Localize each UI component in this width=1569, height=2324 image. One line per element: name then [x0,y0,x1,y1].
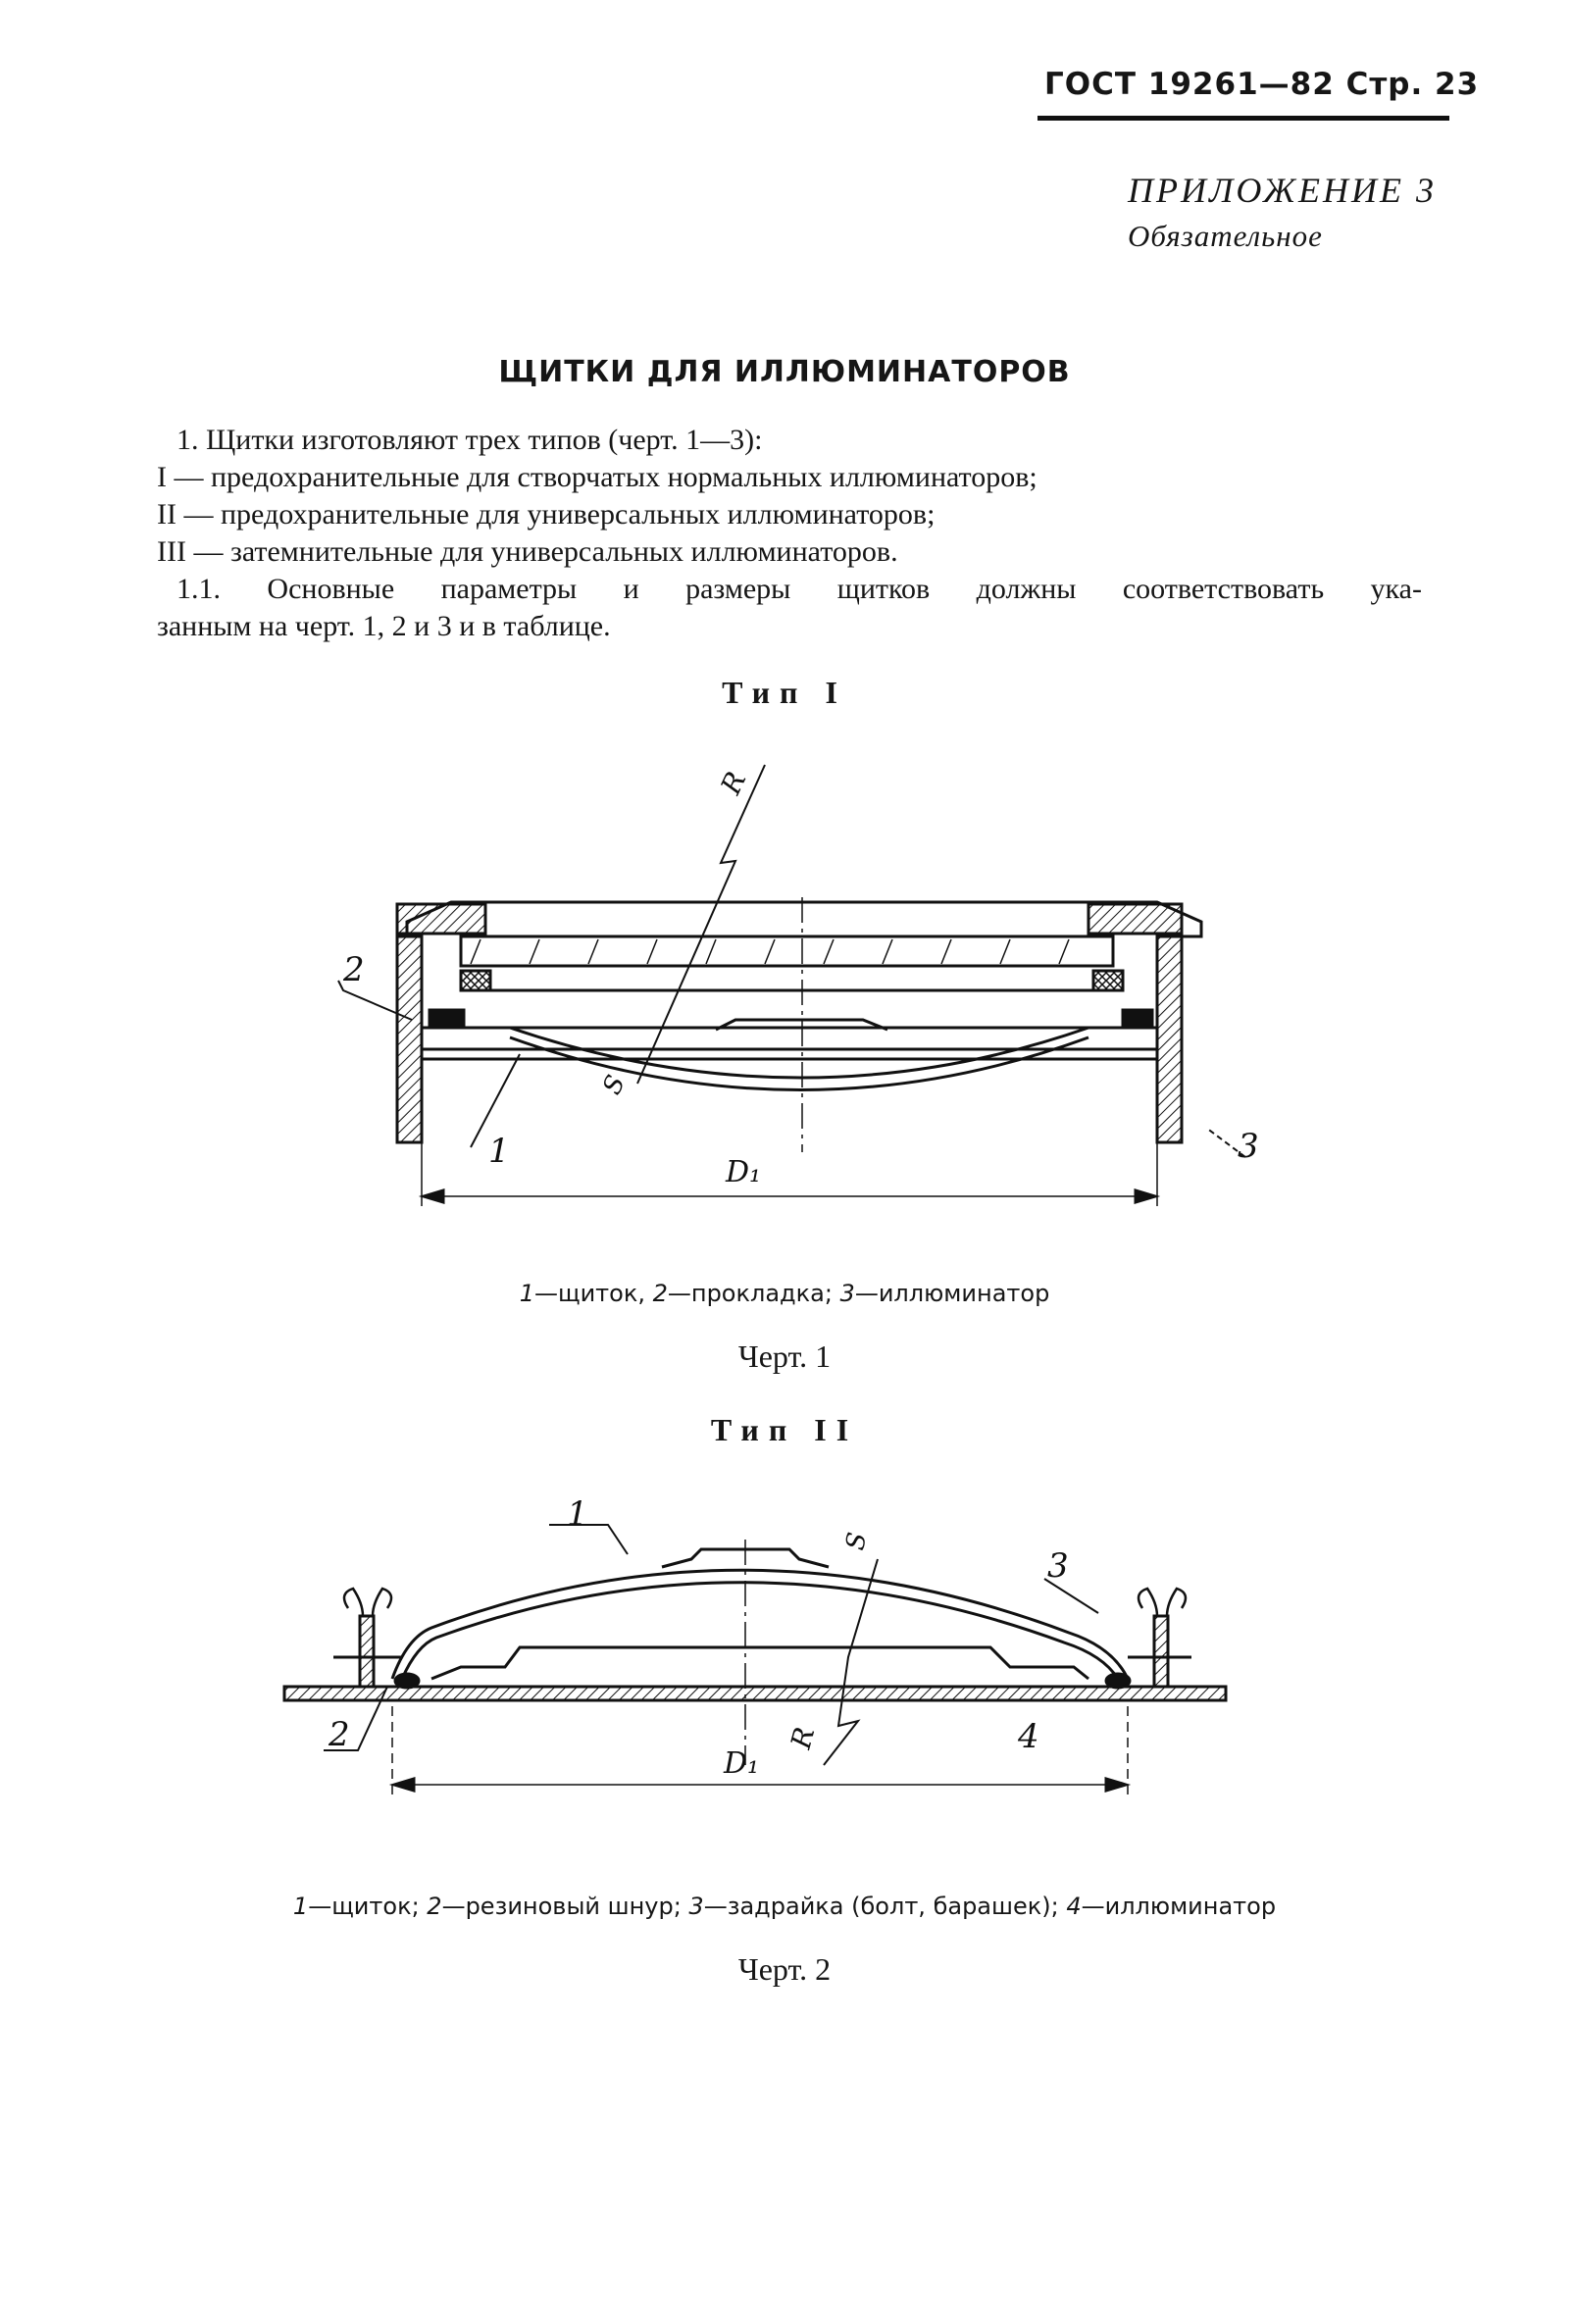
header-rule [1038,116,1449,121]
figure2-diameter-label: D₁ [724,1746,760,1781]
paragraph: II — предохранительные для универсальных иллюминаторов; [157,498,936,530]
paragraph: 1. Щитки изготовляют трех типов (черт. 1—3): [177,424,763,456]
legend-text: —щиток; [308,1893,428,1920]
appendix-status: Обязательное [1128,219,1323,253]
paragraph: III — затемнительные для универсальных иллюминаторов. [157,535,898,568]
legend-text: —щиток, [533,1280,653,1307]
legend-text: —прокладка; [667,1280,840,1307]
legend-number: 4 [1066,1893,1082,1920]
figure2-part3-label: 3 [1047,1546,1069,1586]
legend-text: —резиновый шнур; [441,1893,689,1920]
figure1-thickness-label: S [597,1071,632,1099]
figure1-part1-label: 1 [488,1132,510,1171]
figure2-part2-label: 2 [329,1715,350,1754]
paragraph: I — предохранительные для створчатых нормальных иллюминаторов; [157,461,1038,493]
figure2-radius-label: R [784,1723,822,1752]
figure1-radius-label: R [714,766,753,799]
section-title: ЩИТКИ ДЛЯ ИЛЛЮМИНАТОРОВ [498,355,1071,389]
figure2-type-label: Тип II [710,1412,859,1447]
figure1-part3-label: 3 [1238,1127,1259,1166]
body-text [157,422,1422,645]
legend-text: —иллюминатор [1081,1893,1277,1920]
legend-number: 2 [652,1280,668,1307]
legend-number: 2 [427,1893,442,1920]
appendix-title: ПРИЛОЖЕНИЕ 3 [1128,171,1437,210]
legend-number: 3 [839,1280,855,1307]
figure2-drawing [0,1471,1569,1834]
paragraph: занным на черт. 1, 2 и 3 и в таблице. [157,610,611,642]
legend-text: —иллюминатор [854,1280,1050,1307]
figure2-thickness-label: S [840,1530,873,1553]
figure1-legend [0,1280,1569,1307]
legend-number: 1 [519,1280,534,1307]
figure1-drawing [0,745,1569,1216]
figure1-part2-label: 2 [343,950,365,989]
figure1-caption: Черт. 1 [737,1339,832,1374]
figure1-type-label: Тип I [722,675,847,710]
figure2-caption: Черт. 2 [737,1951,832,1987]
figure2-legend [0,1893,1569,1920]
figure2-part1-label: 1 [567,1494,588,1534]
figure2-part4-label: 4 [1018,1717,1039,1756]
legend-number: 1 [292,1893,309,1920]
running-header: ГОСТ 19261—82 Стр. 23 [1044,67,1480,102]
legend-text: —задрайка (болт, барашек); [703,1893,1067,1920]
figure1-diameter-label: D₁ [726,1155,762,1189]
legend-number: 3 [688,1893,704,1920]
paragraph: 1.1. Основные параметры и размеры щитков должны соответствовать ука- [177,573,1422,605]
